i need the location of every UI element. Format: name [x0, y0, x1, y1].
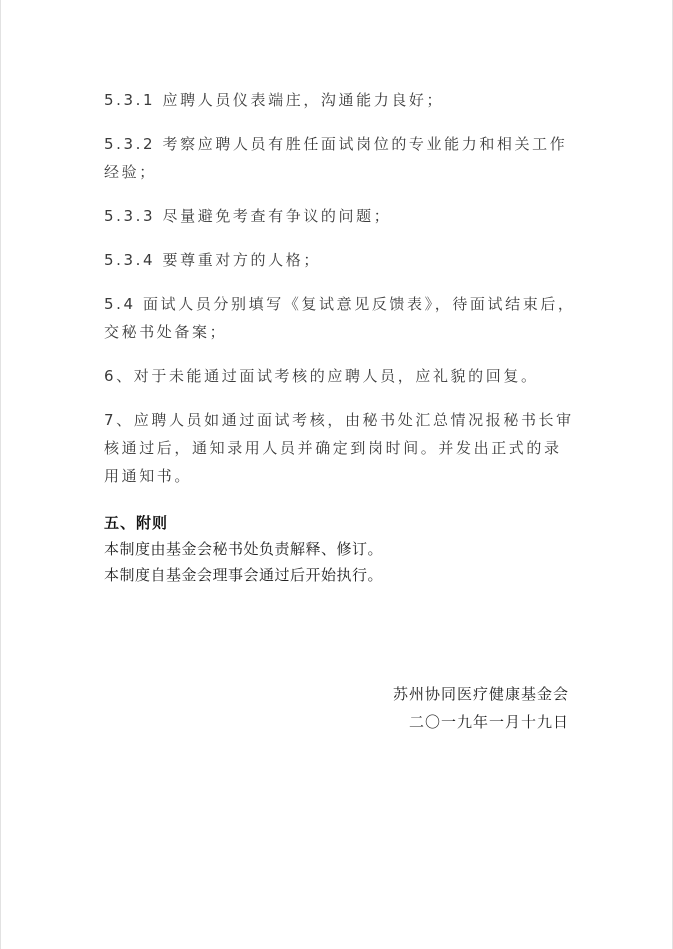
section-line-2: 本制度自基金会理事会通过后开始执行。: [104, 566, 384, 584]
section-heading: 五、附则: [104, 514, 169, 532]
clause-5-4: 5.4 面试人员分别填写《复试意见反馈表》，待面试结束后，交秘书处备案；: [104, 295, 576, 341]
document-body: [104, 86, 576, 588]
clause-5-3-4: 5.3.4 要尊重对方的人格；: [104, 251, 321, 269]
signature-organization: 苏州协同医疗健康基金会: [392, 685, 569, 703]
clause-5-3-2: 5.3.2 考察应聘人员有胜任面试岗位的专业能力和相关工作经验；: [104, 135, 568, 181]
section-line-1: 本制度由基金会秘书处负责解释、修订。: [104, 540, 384, 558]
clause-7: 7、应聘人员如通过面试考核，由秘书处汇总情况报秘书长审核通过后，通知录用人员并确定到岗时间。并发出正式的录用通知书。: [104, 411, 574, 485]
clause-5-3-3: 5.3.3 尽量避免考查有争议的问题；: [104, 207, 392, 225]
signature-block: [393, 680, 569, 736]
clause-5-3-1: 5.3.1 应聘人员仪表端庄，沟通能力良好；: [104, 91, 445, 109]
signature-date: 二〇一九年一月十九日: [408, 713, 569, 731]
clause-6: 6、对于未能通过面试考核的应聘人员，应礼貌的回复。: [104, 367, 539, 385]
